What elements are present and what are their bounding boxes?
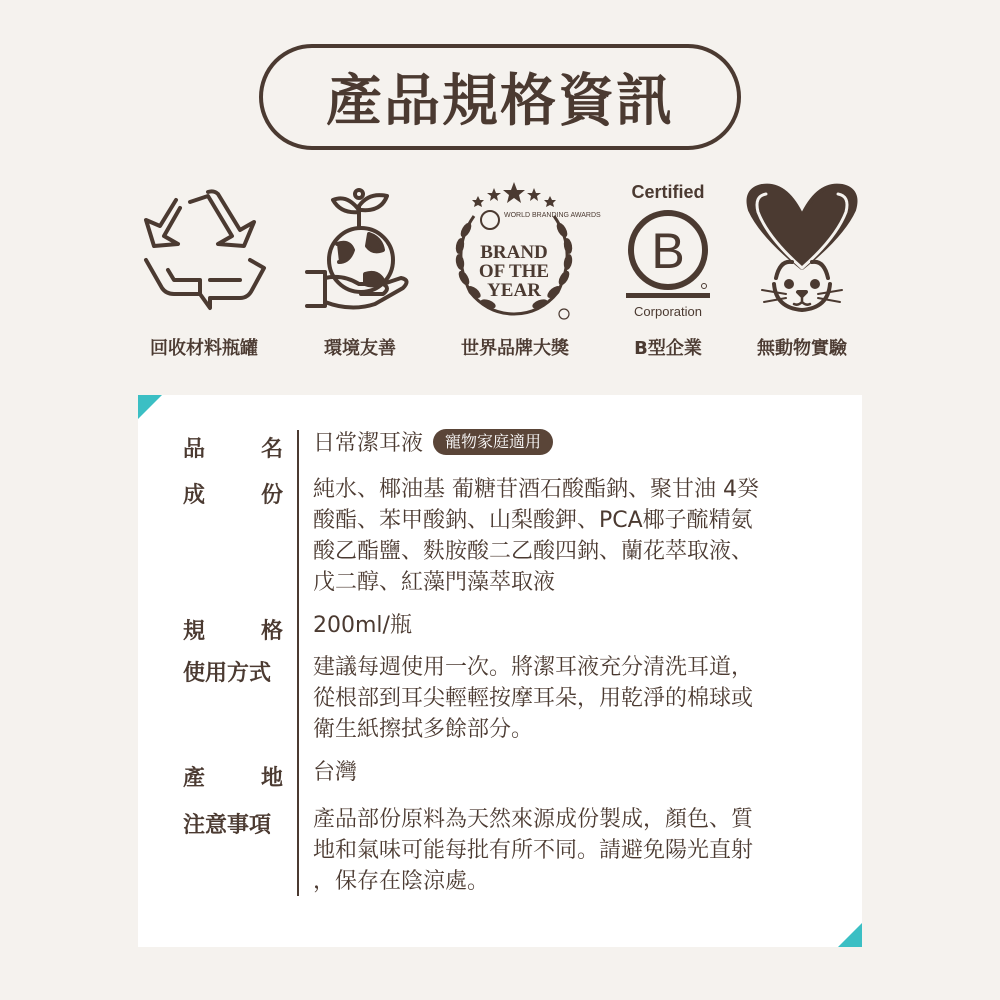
origin-label <box>183 761 283 792</box>
award-label: 世界品牌大獎 <box>461 338 569 359</box>
title-pill <box>259 44 741 150</box>
ingredients-value <box>313 474 813 598</box>
corner-accent-bottom-right <box>838 923 862 947</box>
award-line3: YEAR <box>487 280 541 301</box>
ingredients-line: 酸酯、苯甲酸鈉、山梨酸鉀、PCA椰子酼精氨 <box>313 508 753 533</box>
award-line2: OF THE <box>478 261 550 282</box>
audience-tag: 寵物家庭適用 <box>433 429 553 455</box>
award-line1: BRAND <box>480 242 548 263</box>
bcorp-letter: B <box>651 223 685 279</box>
b-corp-icon <box>618 180 718 324</box>
usage-line: 從根部到耳尖輕輕按摩耳朵，用乾淨的棉球或 <box>313 686 754 711</box>
award-wreath-icon <box>444 180 601 324</box>
earth-hand-icon <box>303 188 415 320</box>
earth-hand-label: 環境友善 <box>324 338 396 359</box>
ingredients-label-b: 份 <box>260 483 283 508</box>
corner-accent-top-left <box>138 395 162 419</box>
ingredients-line: 純水、椰油基 葡糖苷酒石酸酯鈉、聚甘油 4癸 <box>313 477 759 502</box>
origin-label-b: 地 <box>260 766 283 791</box>
size-label-a: 規 <box>183 619 206 644</box>
usage-label: 使用方式 <box>183 661 272 686</box>
bunny-label: 無動物實驗 <box>757 338 847 359</box>
notes-line: 產品部份原料為天然來源成份製成，顏色、質 <box>313 807 754 832</box>
bcorp-bottom-text: Corporation <box>634 304 702 319</box>
notes-value <box>313 804 813 897</box>
bunny-heart-icon <box>742 180 862 320</box>
ingredients-line: 戊二醇、紅藻門藻萃取液 <box>313 570 556 595</box>
bcorp-top-text: Certified <box>631 182 705 202</box>
recycle-label: 回收材料瓶罐 <box>150 338 258 359</box>
bcorp-label: B型企業 <box>634 338 702 359</box>
name-value: 日常潔耳液 <box>313 431 424 456</box>
ingredients-label <box>183 478 283 509</box>
size-label <box>183 614 283 645</box>
usage-line: 衛生紙擦拭多餘部分。 <box>313 717 534 742</box>
ingredients-line: 酸乙酯鹽、麩胺酸二乙酸四鈉、蘭花萃取液、 <box>313 539 754 564</box>
name-label <box>183 432 283 463</box>
spec-divider <box>297 430 299 896</box>
notes-label: 注意事項 <box>183 813 272 838</box>
recycle-icon <box>140 188 268 312</box>
origin-value: 台灣 <box>313 760 358 785</box>
award-small-text: WORLD BRANDING AWARDS <box>504 212 601 219</box>
ingredients-label-a: 成 <box>183 483 206 508</box>
notes-line: 地和氣味可能每批有所不同。請避免陽光直射 <box>313 838 754 863</box>
usage-line: 建議每週使用一次。將潔耳液充分清洗耳道， <box>313 655 754 680</box>
size-label-b: 格 <box>260 619 283 644</box>
notes-line: ，保存在陰涼處。 <box>313 869 490 894</box>
name-value-row <box>313 428 813 459</box>
usage-value <box>313 652 813 745</box>
name-label-b: 名 <box>260 437 283 462</box>
page-title: 產品規格資訊 <box>326 69 674 134</box>
size-value: 200ml/瓶 <box>313 613 412 638</box>
origin-label-a: 產 <box>183 766 206 791</box>
name-label-a: 品 <box>183 437 206 462</box>
